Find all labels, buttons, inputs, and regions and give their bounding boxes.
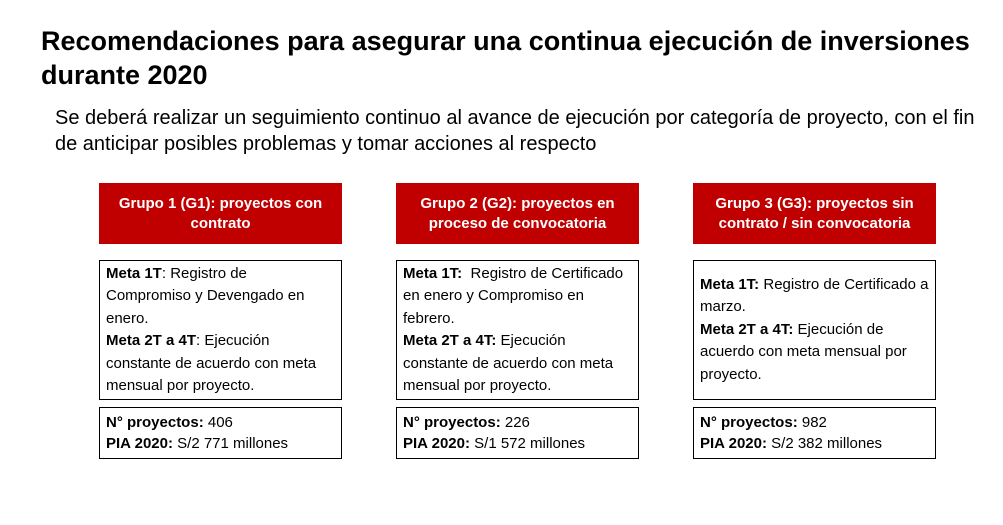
meta-2t-text: Ejecución de acuerdo con meta mensual por proyecto. [700,320,911,383]
meta-2t-line [403,330,632,398]
group-header-1: Grupo 1 (G1): proyectos con contrato [99,183,342,244]
pia-line [403,433,632,455]
meta-1t-label: Meta 1T: [700,275,760,293]
projects-value: 406 [203,413,233,431]
stats-box-1 [99,407,342,459]
group-column-1 [99,183,342,452]
projects-line [403,412,632,434]
pia-label: PIA 2020: [106,435,173,452]
meta-2t-line [106,330,335,398]
meta-1t-text: Registro de Certificado a marzo. [700,275,933,316]
projects-label: N° proyectos: [403,413,501,431]
group-header-2: Grupo 2 (G2): proyectos en proceso de convocatoria [396,183,639,244]
meta-1t-line [700,274,933,319]
meta-1t-line [403,263,632,331]
pia-value: S/2 382 millones [766,435,883,452]
meta-1t-text: : Registro de Compromiso y Devengado en enero. [106,264,309,327]
meta-1t-label: Meta 1T: [403,264,463,282]
meta-box-3 [693,260,936,400]
pia-line [700,433,929,455]
meta-1t-text: Registro de Certificado en enero y Compromiso en febrero. [403,264,628,327]
pia-value: S/2 771 millones [172,435,289,452]
group-header-3: Grupo 3 (G3): proyectos sin contrato / sin convocatoria [693,183,936,244]
projects-label: N° proyectos: [700,413,798,431]
meta-2t-label: Meta 2T a 4T: [700,320,794,338]
meta-2t-text: Ejecución constante de acuerdo con meta mensual por proyecto. [403,332,618,394]
pia-label: PIA 2020: [403,435,470,452]
projects-line [700,412,929,434]
slide-subtitle: Se deberá realizar un seguimiento continuo al avance de ejecución por categoría de proyecto, con el fin de anticipar posibles problemas y tomar acciones al respecto [55,107,975,155]
group-column-2 [396,183,639,452]
pia-line [106,433,335,455]
meta-2t-text: : Ejecución constante de acuerdo con meta mensual por proyecto. [106,332,321,394]
stats-box-3 [693,407,936,459]
projects-value: 982 [797,413,827,431]
group-column-3 [693,183,936,452]
meta-2t-label: Meta 2T a 4T [106,332,197,349]
meta-2t-label: Meta 2T a 4T: [403,332,497,349]
meta-1t-line [106,263,335,331]
pia-label: PIA 2020: [700,435,767,452]
projects-label: N° proyectos: [106,413,204,431]
meta-1t-label: Meta 1T [106,264,162,282]
slide-title: Recomendaciones para asegurar una continua ejecución de inversiones durante 2020 [41,26,970,90]
projects-line [106,412,335,434]
stats-box-2 [396,407,639,459]
meta-box-1 [99,260,342,400]
meta-box-2 [396,260,639,400]
projects-value: 226 [500,413,530,431]
pia-value: S/1 572 millones [469,435,586,452]
meta-2t-line [700,319,929,387]
